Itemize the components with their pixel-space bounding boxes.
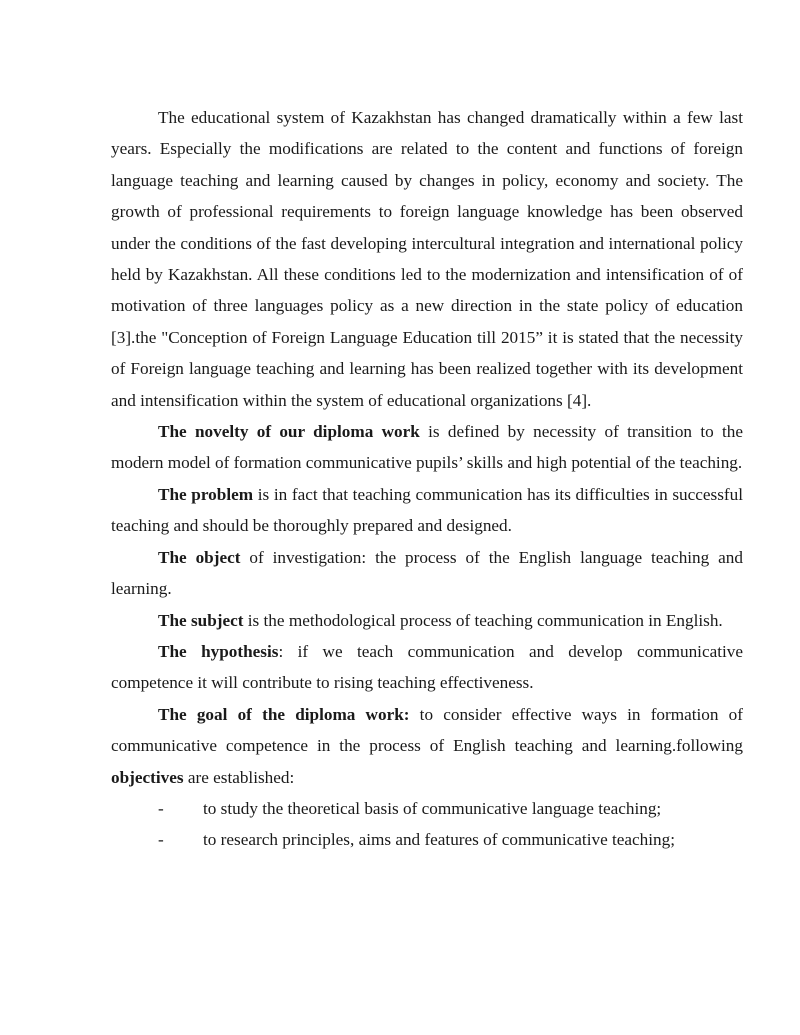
intro-paragraph: The educational system of Kazakhstan has changed dramatically within a few last years. Especially the modifications are related to the content and functions of foreign language teaching and learning caused by changes in policy, economy and society. The growth of professional requirements to foreign language knowledge has been observed under the conditions of the fast developing intercultural integration and international policy held by Kazakhstan. All these conditions led to the modernization and intensification of of motivation of three languages policy as a new direction in the state policy of education [3].the "Conception of Foreign Language Education till 2015” it is stated that the necessity of Foreign language teaching and learning has been realized together with its development and intensification within the system of educational organizations [4]. bbox=[111, 108, 743, 410]
subject-label: The subject bbox=[158, 610, 244, 630]
goal-text: to consider effective ways in formation of communicative competence in the process of English teaching and learning.following bbox=[111, 704, 743, 756]
objective-item bbox=[111, 824, 743, 855]
objective-item bbox=[111, 793, 743, 824]
objectives-label: objectives bbox=[111, 767, 184, 787]
subject-text: is the methodological process of teaching communication in English. bbox=[243, 610, 723, 630]
objective-text: to study the theoretical basis of communicative language teaching; bbox=[203, 798, 662, 818]
object-paragraph bbox=[111, 542, 743, 605]
subject-paragraph bbox=[111, 605, 743, 636]
problem-text: is in fact that teaching communication has its difficulties in successful teaching and should be thoroughly prepared and designed. bbox=[111, 484, 743, 536]
objective-marker: - bbox=[158, 798, 164, 818]
goal-paragraph bbox=[111, 699, 743, 793]
novelty-label: The novelty of our diploma work bbox=[158, 422, 420, 442]
objective-text: to research principles, aims and features of communicative teaching; bbox=[203, 830, 675, 850]
novelty-text: is defined by necessity of transition to the modern model of formation communicative pupils’ skills and high potential of the teaching. bbox=[111, 422, 743, 473]
object-label: The object bbox=[158, 547, 241, 567]
object-text: of investigation: the process of the English language teaching and learning. bbox=[111, 547, 743, 599]
hypothesis-label: The hypothesis bbox=[158, 641, 279, 661]
document-page bbox=[111, 102, 743, 856]
problem-label: The problem bbox=[158, 484, 254, 504]
goal-label: The goal of the diploma work: bbox=[158, 704, 410, 724]
problem-paragraph bbox=[111, 479, 743, 542]
goal-tail: are established: bbox=[183, 767, 295, 787]
hypothesis-text: : if we teach communication and develop communicative competence it will contribute to rising teaching effectiveness. bbox=[111, 641, 743, 693]
hypothesis-paragraph bbox=[111, 636, 743, 699]
objective-marker: - bbox=[158, 830, 164, 850]
novelty-paragraph bbox=[111, 416, 743, 479]
